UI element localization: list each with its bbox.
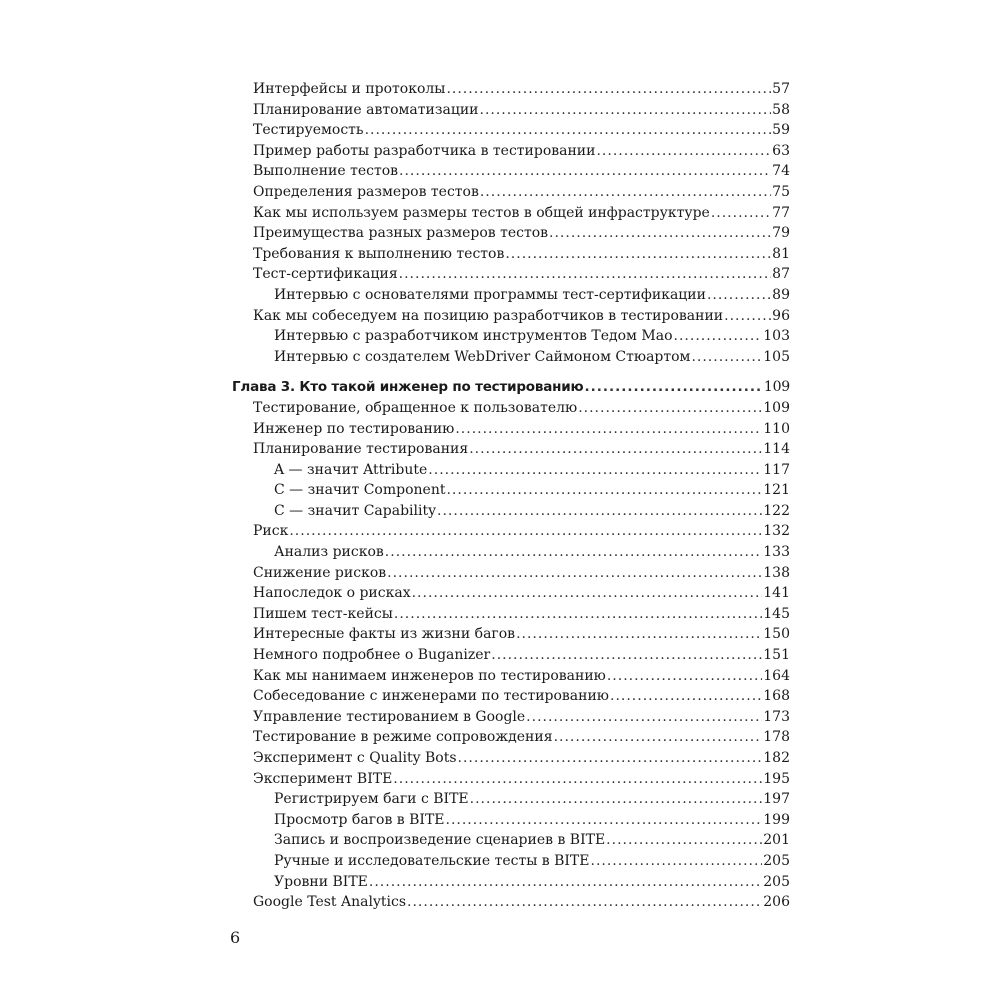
toc-subsection-entry: [0, 285, 1000, 306]
toc-entry-title: Тестирование в режиме сопровождения: [253, 729, 553, 746]
toc-entry-page: 96: [772, 307, 790, 324]
toc-entry-page: 173: [763, 708, 790, 725]
dot-leader: [554, 727, 763, 748]
toc-subsection-entry: [0, 501, 1000, 522]
toc-entry-page: 199: [763, 811, 790, 828]
dot-leader: [393, 769, 762, 790]
toc-subsection-entry: [0, 830, 1000, 851]
toc-entry-title: Немного подробнее о Buganizer: [253, 647, 491, 664]
toc-entry-title: A — значит Attribute: [274, 461, 428, 478]
dot-leader: [491, 645, 762, 666]
toc-entry-title: Анализ рисков: [274, 544, 384, 561]
dot-leader: [399, 264, 772, 285]
toc-entry-title: Пишем тест-кейсы: [253, 605, 393, 622]
page-number: 6: [230, 928, 241, 947]
toc-entry-title: Интервью с создателем WebDriver Саймоном Стюартом: [274, 348, 691, 365]
dot-leader: [369, 872, 762, 893]
toc-entry-page: 57: [772, 81, 790, 97]
toc-entry-title: Ручные и исследовательские тесты в BITE: [274, 852, 590, 869]
toc-subsection-entry: [0, 347, 1000, 368]
toc-entry-page: 164: [763, 667, 790, 684]
toc-entry-page: 151: [763, 647, 790, 664]
toc-entry-page: 109: [763, 379, 790, 396]
toc-entry-title: Как мы собеседуем на позицию разработчиков в тестировании: [253, 307, 724, 324]
toc-entry-page: 109: [763, 399, 790, 416]
toc-section-entry: [0, 563, 1000, 584]
toc-entry-title: Как мы нанимаем инженеров по тестированию: [253, 667, 606, 684]
dot-leader: [469, 439, 762, 460]
toc-subsection-entry: [0, 326, 1000, 347]
toc-entry-title: Снижение рисков: [253, 564, 387, 581]
toc-section-entry: [0, 892, 1000, 913]
toc-entry-page: 150: [763, 626, 790, 643]
toc-section-entry: [0, 748, 1000, 769]
toc-entry-page: 117: [763, 461, 790, 478]
toc-section-entry: [0, 120, 1000, 141]
toc-section-entry: [0, 100, 1000, 121]
toc-chapter-entry: [0, 377, 1000, 398]
dot-leader: [607, 666, 762, 687]
toc-entry-title: Интервью с основателями программы тест-сертификации: [274, 286, 706, 303]
dot-leader: [458, 748, 763, 769]
toc-entry-page: 87: [772, 266, 790, 283]
toc-entry-title: Преимущества разных размеров тестов: [253, 225, 549, 242]
toc-section-entry: [0, 306, 1000, 327]
toc-entry-page: 81: [772, 245, 790, 262]
dot-leader: [412, 583, 763, 604]
toc-subsection-entry: [0, 810, 1000, 831]
dot-leader: [446, 810, 763, 831]
dot-leader: [480, 100, 772, 121]
toc-entry-page: 197: [763, 791, 790, 808]
toc-section-entry: [0, 419, 1000, 440]
toc-entry-page: 89: [772, 286, 790, 303]
dot-leader: [584, 377, 762, 398]
dot-leader: [674, 326, 763, 347]
toc-entry-title: Запись и воспроизведение сценариев в BITE: [274, 832, 606, 849]
toc-subsection-entry: [0, 480, 1000, 501]
toc-entry-title: Интересные факты из жизни багов: [253, 626, 516, 643]
toc-section-entry: [0, 624, 1000, 645]
dot-leader: [446, 79, 771, 100]
toc-entry-page: 63: [772, 142, 790, 159]
toc-entry-title: Собеседование с инженерами по тестированию: [253, 688, 609, 705]
dot-leader: [516, 624, 762, 645]
toc-entry-title: Эксперимент BITE: [253, 770, 393, 787]
toc-entry-page: 77: [772, 204, 790, 221]
dot-leader: [387, 563, 762, 584]
toc-entry-title: Глава 3. Кто такой инженер по тестированию: [232, 379, 584, 396]
toc-entry-title: Требования к выполнению тестов: [253, 245, 505, 262]
toc-entry-title: Пример работы разработчика в тестировании: [253, 142, 596, 159]
toc-section-entry: [0, 203, 1000, 224]
dot-leader: [610, 686, 762, 707]
toc-entry-title: Регистрируем баги с BITE: [274, 791, 469, 808]
toc-entry-page: 133: [763, 544, 790, 561]
toc-entry-page: 182: [763, 750, 790, 766]
toc-entry-page: 114: [763, 441, 790, 458]
toc-section-entry: [0, 398, 1000, 419]
toc-entry-title: Интерфейсы и протоколы: [253, 81, 446, 97]
toc-entry-page: 145: [763, 605, 790, 622]
dot-leader: [428, 460, 762, 481]
toc-section-entry: [0, 727, 1000, 748]
toc-section-entry: [0, 439, 1000, 460]
dot-leader: [526, 707, 762, 728]
toc-entry-title: Тестируемость: [253, 122, 364, 139]
toc-subsection-entry: [0, 460, 1000, 481]
toc-subsection-entry: [0, 851, 1000, 872]
toc-entry-page: 79: [772, 225, 790, 242]
dot-leader: [578, 398, 762, 419]
toc-section-entry: [0, 244, 1000, 265]
toc-entry-title: C — значит Capability: [274, 502, 437, 519]
toc-section-entry: [0, 182, 1000, 203]
toc-entry-page: 105: [763, 348, 790, 365]
toc-subsection-entry: [0, 872, 1000, 893]
toc-entry-title: Тест-сертификация: [253, 266, 398, 283]
dot-leader: [446, 480, 762, 501]
toc-entry-title: Инженер по тестированию: [253, 420, 455, 437]
toc-entry-page: 74: [772, 163, 790, 180]
toc-entry-title: Интервью с разработчиком инструментов Тедом Мао: [274, 328, 673, 345]
toc-entry-title: Напоследок о рисках: [253, 585, 411, 602]
toc-entry-title: Как мы используем размеры тестов в общей инфраструктуре: [253, 204, 710, 221]
dot-leader: [591, 851, 763, 872]
dot-leader: [596, 141, 771, 162]
toc-section-entry: [0, 707, 1000, 728]
toc-section-entry: [0, 645, 1000, 666]
toc-entry-title: Управление тестированием в Google: [253, 708, 526, 725]
dot-leader: [394, 604, 762, 625]
dot-leader: [407, 892, 762, 913]
toc-entry-page: 132: [763, 523, 790, 540]
toc-entry-page: 103: [763, 328, 790, 345]
toc-entry-page: 205: [763, 852, 790, 869]
dot-leader: [365, 120, 772, 141]
dot-leader: [724, 306, 771, 327]
toc-entry-page: 205: [763, 873, 790, 890]
toc-entry-page: 141: [763, 585, 790, 602]
toc-entry-page: 168: [763, 688, 790, 705]
toc-entry-title: Планирование автоматизации: [253, 101, 479, 118]
toc-entry-title: C — значит Component: [274, 482, 446, 499]
toc-section-entry: [0, 79, 1000, 100]
toc-entry-title: Определения размеров тестов: [253, 183, 479, 200]
toc-section-entry: [0, 604, 1000, 625]
toc-subsection-entry: [0, 789, 1000, 810]
toc-section-entry: [0, 686, 1000, 707]
toc-section-entry: [0, 264, 1000, 285]
toc-entry-page: 138: [763, 564, 790, 581]
toc-entry-title: Выполнение тестов: [253, 163, 399, 180]
toc-entry-title: Эксперимент с Quality Bots: [253, 750, 457, 766]
toc-section-entry: [0, 769, 1000, 790]
toc-entry-page: 110: [763, 420, 790, 437]
toc-entry-page: 178: [763, 729, 790, 746]
toc-entry-title: Уровни BITE: [274, 873, 368, 890]
dot-leader: [289, 521, 762, 542]
dot-leader: [480, 182, 771, 203]
toc-entry-title: Просмотр багов в BITE: [274, 811, 445, 828]
dot-leader: [437, 501, 762, 522]
toc-section-entry: [0, 223, 1000, 244]
toc-entry-title: Риск: [253, 523, 289, 540]
toc-entry-page: 59: [772, 122, 790, 139]
dot-leader: [691, 347, 762, 368]
dot-leader: [399, 161, 771, 182]
dot-leader: [707, 285, 771, 306]
toc-section-entry: [0, 666, 1000, 687]
toc-section-entry: [0, 583, 1000, 604]
toc-entry-page: 195: [763, 770, 790, 787]
dot-leader: [505, 244, 771, 265]
dot-leader: [385, 542, 762, 563]
toc-subsection-entry: [0, 542, 1000, 563]
toc-entry-page: 201: [763, 832, 790, 849]
toc-entry-title: Google Test Analytics: [253, 894, 407, 911]
dot-leader: [711, 203, 771, 224]
dot-leader: [549, 223, 771, 244]
toc-entry-page: 58: [772, 101, 790, 118]
dot-leader: [606, 830, 762, 851]
toc-entry-page: 75: [772, 183, 790, 200]
toc-section-entry: [0, 161, 1000, 182]
toc-section-entry: [0, 141, 1000, 162]
toc-entry-title: Планирование тестирования: [253, 441, 469, 458]
toc-entry-page: 206: [763, 894, 790, 911]
toc-entry-page: 121: [763, 482, 790, 499]
toc-section-entry: [0, 521, 1000, 542]
toc-entry-page: 122: [763, 502, 790, 519]
toc-entry-title: Тестирование, обращенное к пользователю: [253, 399, 578, 416]
dot-leader: [455, 419, 762, 440]
dot-leader: [470, 789, 763, 810]
table-of-contents: [0, 79, 1000, 913]
